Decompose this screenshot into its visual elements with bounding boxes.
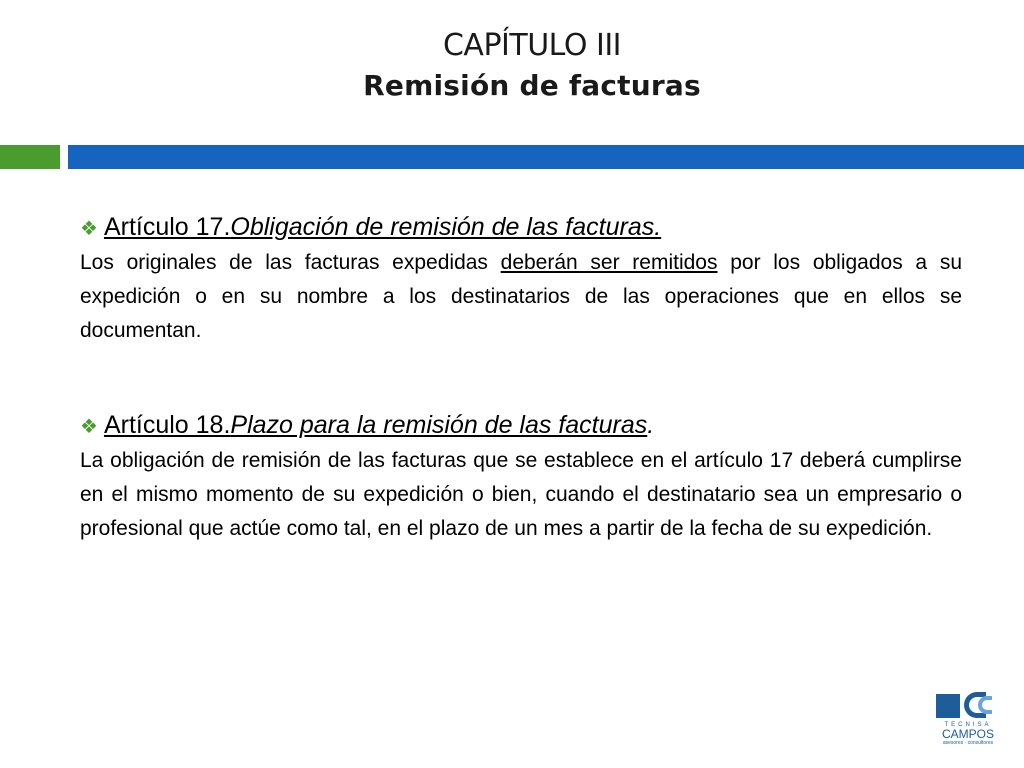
slide-content (80, 210, 962, 546)
chapter-subtitle: Remisión de facturas (363, 69, 701, 102)
diamond-bullet-icon: ❖ (80, 416, 98, 438)
article-17-body-end: por los obligados a su expedición o en su nombre a los destinatarios de las operaciones que en ellos se documentan. (80, 251, 962, 342)
chapter-title: CAPÍTULO III (442, 28, 622, 63)
article-17-body (80, 246, 962, 348)
article-17-heading (80, 210, 962, 246)
article-17-body-emphasis: deberán ser remitidos (500, 251, 718, 274)
blue-accent-bar (68, 145, 1024, 169)
article-18-number: Artículo 18. (103, 411, 231, 439)
article-18-heading (80, 408, 962, 444)
diamond-bullet-icon: ❖ (80, 218, 98, 240)
green-accent-bar (0, 145, 60, 169)
slide-title (0, 26, 1024, 106)
article-18-subject: Plazo para la remisión de las facturas (230, 411, 648, 439)
logo-text-top: TECNISA (944, 722, 992, 728)
article-18-body: La obligación de remisión de las facturas que se establece en el artículo 17 deberá cumplirse en el mismo momento de su expedición o bien, cuando el destinatario sea un empresario o profesional que actúe como tal, en el plazo de un mes a partir de la fecha de su expedición. (80, 449, 962, 540)
logo-text-main: CAMPOS (941, 727, 994, 741)
logo-mark-icon (928, 692, 1008, 720)
logo-text-tagline: asesores · consultores (942, 740, 994, 746)
article-17-subject: Obligación de remisión de las facturas. (230, 213, 662, 241)
tecnisa-campos-logo (928, 692, 1008, 750)
article-17-number: Artículo 17. (103, 213, 231, 241)
article-18-subject-end: . (647, 411, 655, 439)
article-17-body-start: Los originales de las facturas expedidas (80, 251, 501, 274)
